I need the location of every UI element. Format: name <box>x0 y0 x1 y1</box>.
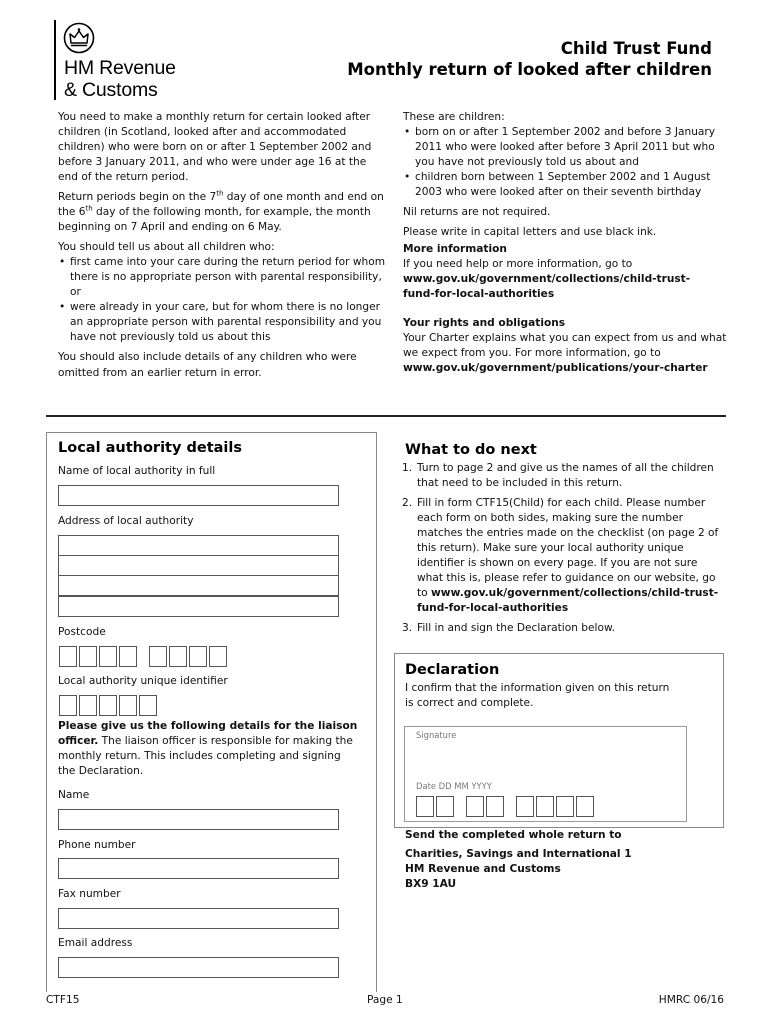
date-cell[interactable] <box>416 796 434 817</box>
brand-line-2: & Customs <box>64 79 158 101</box>
rights-heading: Your rights and obligations <box>403 317 566 330</box>
intro-paragraph: You need to make a monthly return for certain looked after children (in Scotland, looked after and accommodated children) who were born on or after 1 September 2002 and before 3 January 2011, and who were under age 16 at the end of the return period. <box>58 111 372 184</box>
list-item: • first came into your care during the return period for whom there is no appropriate person with parental responsibility, or <box>58 255 388 300</box>
postcode-cell[interactable] <box>99 646 117 667</box>
list-item: • born on or after 1 September 2002 and before 3 January 2011 who were looked after before 3 April 2011 but who you have not previously told us about and <box>403 125 733 170</box>
date-cell[interactable] <box>516 796 534 817</box>
children-list <box>403 125 733 200</box>
tell-us-list <box>58 255 388 345</box>
form-code: CTF15 <box>46 994 80 1006</box>
rights-text: Your Charter explains what you can expect from us and what we expect from you. For more information, go to <box>403 332 727 360</box>
send-address-block <box>405 828 705 892</box>
logo-rule <box>54 20 56 100</box>
children-paragraph: These are children: <box>403 111 505 123</box>
contact-name-field[interactable] <box>58 809 339 830</box>
fax-field[interactable] <box>58 908 339 929</box>
postcode-cell[interactable] <box>209 646 227 667</box>
local-authority-title: Local authority details <box>58 440 242 456</box>
crown-crest-icon <box>62 22 96 54</box>
more-info-heading: More information <box>403 243 507 256</box>
list-item: 1. Turn to page 2 and give us the names of all the children that need to be included in this return. <box>402 462 714 490</box>
contact-name-label: Name <box>58 789 90 801</box>
form-version: HMRC 06/16 <box>658 994 724 1006</box>
date-cell[interactable] <box>576 796 594 817</box>
intro-right-column <box>403 110 733 377</box>
uid-cell[interactable] <box>99 695 117 716</box>
uid-cell[interactable] <box>59 695 77 716</box>
phone-field[interactable] <box>58 858 339 879</box>
omitted-paragraph: You should also include details of any children who were omitted from an earlier return in error. <box>58 351 357 379</box>
form-title <box>347 38 712 80</box>
la-address-line-3[interactable] <box>58 575 339 596</box>
title-line-2: Monthly return of looked after children <box>347 60 712 79</box>
list-item: 2. Fill in form CTF15(Child) for each child. Please number each form on both sides, making sure the number matches the entries made on the checklist (on page 2 of this return). Make sure your local authority unique identifier is shown on every page. If you are not sure what this is, please refer to guidance on our website, go to www.gov.uk/government/collections/child-trust-fund-for-local-authorities <box>402 497 719 615</box>
nil-returns-text: Nil returns are not required. <box>403 206 551 219</box>
la-address-line-2[interactable] <box>58 555 339 576</box>
uid-cell[interactable] <box>79 695 97 716</box>
address-line: Charities, Savings and International 1 <box>405 848 632 861</box>
postcode-cell[interactable] <box>149 646 167 667</box>
list-item: • children born between 1 September 2002 and 1 August 2003 who were looked after on their seventh birthday <box>403 170 733 200</box>
intro-left-column <box>58 110 388 386</box>
tell-us-paragraph: You should tell us about all children who: <box>58 241 275 254</box>
return-periods-paragraph: Return periods begin on the 7th day of one month and end on the 6th day of the following month, for example, the month beginning on 7 April and ending on 6 May. <box>58 189 384 234</box>
phone-label: Phone number <box>58 839 136 851</box>
uid-cell[interactable] <box>139 695 157 716</box>
brand-line-1: HM Revenue <box>64 57 176 79</box>
list-item: • were already in your care, but for whom there is no longer an appropriate person with parental responsibility and you have not previously told us about this <box>58 300 388 345</box>
la-address-label: Address of local authority <box>58 515 194 527</box>
more-info-link[interactable]: www.gov.uk/government/collections/child-trust-fund-for-local-authorities <box>403 273 691 301</box>
date-cell[interactable] <box>486 796 504 817</box>
la-address-line-4[interactable] <box>58 596 339 617</box>
postcode-cell[interactable] <box>119 646 137 667</box>
date-cell[interactable] <box>466 796 484 817</box>
la-name-field[interactable] <box>58 485 339 506</box>
uid-cell[interactable] <box>119 695 137 716</box>
postcode-cell[interactable] <box>189 646 207 667</box>
declaration-text: I confirm that the information given on this return is correct and complete. <box>405 682 670 710</box>
capital-letters-text: Please write in capital letters and use black ink. <box>403 226 657 239</box>
uid-label: Local authority unique identifier <box>58 675 228 687</box>
date-cell[interactable] <box>536 796 554 817</box>
guidance-link[interactable]: www.gov.uk/government/collections/child-trust-fund-for-local-authorities <box>417 587 719 615</box>
title-line-1: Child Trust Fund <box>560 39 712 58</box>
section-divider <box>46 415 726 417</box>
address-line: HM Revenue and Customs <box>405 863 561 876</box>
email-field[interactable] <box>58 957 339 978</box>
list-item: 3. Fill in and sign the Declaration below. <box>402 622 616 635</box>
declaration-title: Declaration <box>405 662 500 678</box>
what-next-steps <box>402 461 722 641</box>
postcode-cell[interactable] <box>59 646 77 667</box>
date-label: Date DD MM YYYY <box>416 781 492 791</box>
liaison-instructions: Please give us the following details for the liaison officer. The liaison officer is responsible for making the monthly return. This includes completing and signing the Declaration. <box>58 720 358 778</box>
email-label: Email address <box>58 937 133 949</box>
postcode-label: Postcode <box>58 626 106 638</box>
date-cell[interactable] <box>556 796 574 817</box>
fax-label: Fax number <box>58 888 121 900</box>
address-line: BX9 1AU <box>405 878 457 891</box>
postcode-cell[interactable] <box>79 646 97 667</box>
more-info-text: If you need help or more information, go to <box>403 258 633 271</box>
la-name-label: Name of local authority in full <box>58 465 216 477</box>
page-number: Page 1 <box>367 994 403 1006</box>
date-cell[interactable] <box>436 796 454 817</box>
brand-logo <box>64 57 176 101</box>
what-next-title: What to do next <box>405 442 537 458</box>
charter-link[interactable]: www.gov.uk/government/publications/your-charter <box>403 362 708 375</box>
signature-label: Signature <box>416 730 457 740</box>
la-address-line-1[interactable] <box>58 535 339 556</box>
postcode-cell[interactable] <box>169 646 187 667</box>
send-heading: Send the completed whole return to <box>405 829 622 841</box>
